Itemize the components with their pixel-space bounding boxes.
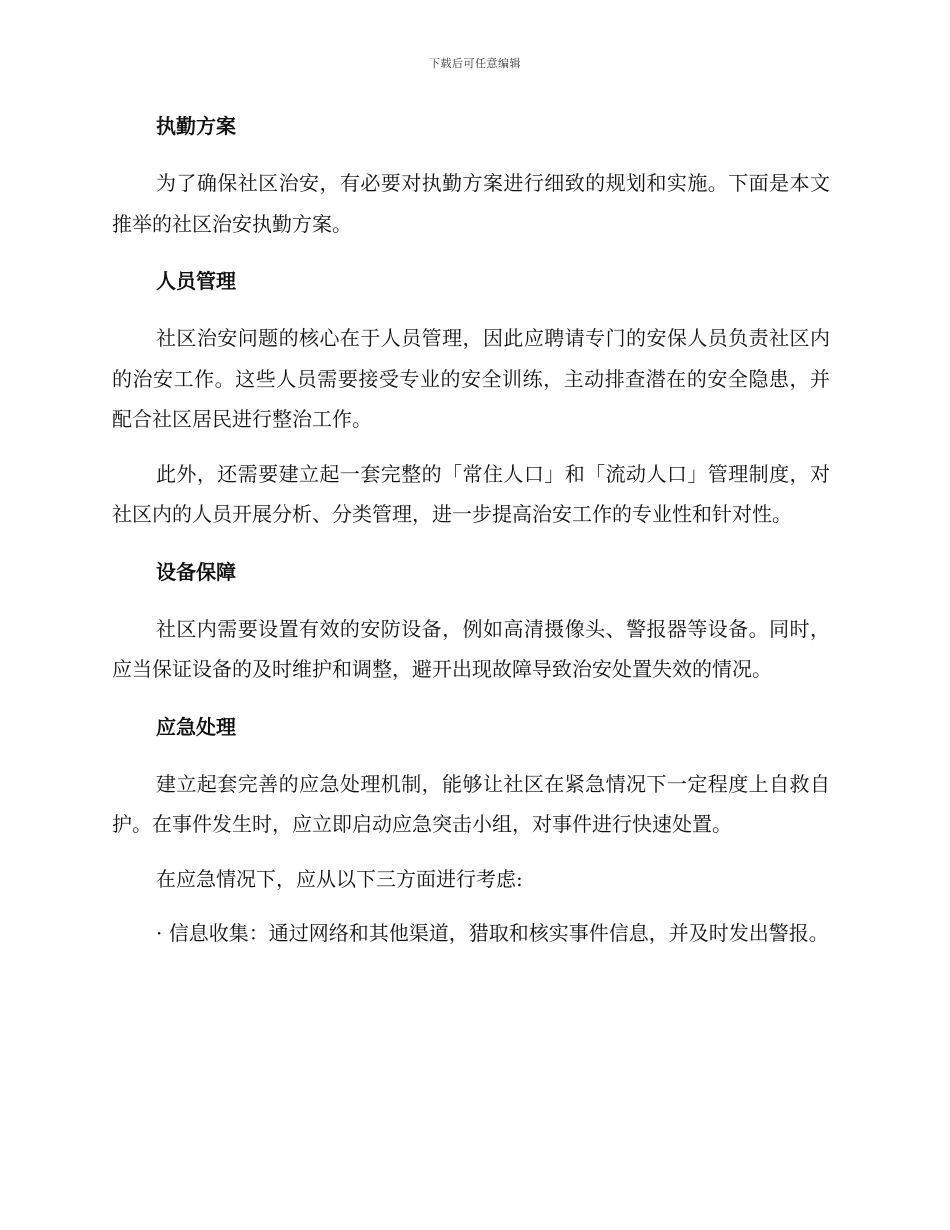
document-body — [112, 110, 830, 954]
equipment-paragraph: 社区内需要设置有效的安防设备，例如高清摄像头、警报器等设备。同时，应当保证设备的及时维护和调整，避开出现故障导致治安处置失效的情况。 — [112, 616, 830, 681]
personnel-paragraph-2: 此外，还需要建立起一套完整的「常住人口」和「流动人口」管理制度，对社区内的人员开展分析、分类管理，进一步提高治安工作的专业性和针对性。 — [112, 461, 830, 526]
personnel-heading: 人员管理 — [156, 269, 236, 293]
emergency-paragraph-1: 建立起套完善的应急处理机制，能够让社区在紧急情况下一定程度上自救自护。在事件发生时，应立即启动应急突击小组，对事件进行快速处置。 — [112, 771, 830, 836]
equipment-heading: 设备保障 — [156, 559, 236, 584]
emergency-paragraph-2: 在应急情况下，应从以下三方面进行考虑: — [156, 866, 523, 891]
emergency-bullet-item: · 信息收集：通过网络和其他渠道，猎取和核实事件信息，并及时发出警报。 — [156, 921, 829, 945]
section-title: 执勤方案 — [156, 114, 236, 138]
intro-paragraph: 为了确保社区治安，有必要对执勤方案进行细致的规划和实施。下面是本文推举的社区治安执勤方案。 — [112, 171, 830, 236]
page-header: 下载后可任意编辑 — [429, 57, 521, 70]
personnel-paragraph-1: 社区治安问题的核心在于人员管理，因此应聘请专门的安保人员负责社区内的治安工作。这些人员需要接受专业的安全训练，主动排查潜在的安全隐患，并配合社区居民进行整治工作。 — [112, 326, 830, 431]
emergency-heading: 应急处理 — [156, 714, 236, 739]
